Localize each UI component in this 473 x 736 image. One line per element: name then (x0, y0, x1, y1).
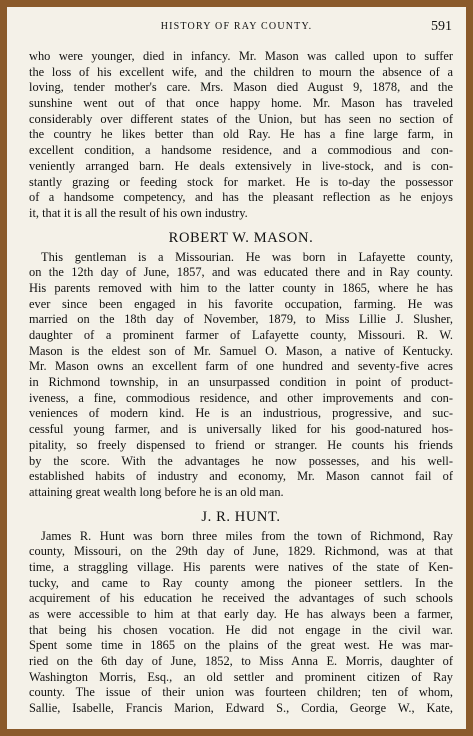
text-line: Mr. Mason owns an excellent farm of one hundred and seventy-five acres (29, 359, 453, 374)
text-line: ever since been engaged in his favorite occupation, farming. He was (29, 296, 453, 311)
section-heading-j-r-hunt: J. R. HUNT. (201, 508, 281, 525)
text-line: Washington Morris, Esq., an old settler and prominent citizen of Ray (29, 669, 453, 684)
text-line: established habits of industry and economy, Mr. Mason cannot fail of (29, 469, 453, 484)
book-page (7, 7, 466, 729)
text-line: veniently arranged barn. He deals extensively in live-stock, and is con- (29, 158, 453, 173)
text-line: as were accessible to him at that early day. He has always been a farmer, (29, 607, 453, 621)
running-title: HISTORY OF RAY COUNTY. (160, 21, 313, 32)
text-line: stantly grazing or feeding stock for market. He is to-day the possessor (29, 174, 453, 189)
text-line: veniences of modern kind. He is an industrious, progressive, and suc- (29, 406, 453, 421)
text-line: in Richmond township, in an unsurpassed condition in point of product- (29, 375, 453, 390)
section-robert-w-mason (29, 250, 453, 501)
section-heading-robert-w-mason: ROBERT W. MASON. (168, 229, 314, 246)
text-line: the loss of his excellent wife, and the children to mourn the absence of a (29, 64, 453, 79)
text-line: loving, tender mother's care. Mrs. Mason died August 9, 1878, and the (29, 80, 453, 95)
text-line: county. The issue of their union was fourteen children; ten of whom, (29, 685, 453, 700)
text-line: on the 12th day of June, 1857, and was educated there and in Ray county. (29, 265, 453, 280)
text-line: excellent condition, a handsome residence, and a commodious and con- (29, 143, 453, 158)
text-line: This gentleman is a Missourian. He was born in Lafayette county, (41, 249, 453, 264)
running-head (7, 21, 466, 43)
text-line: by the score. With the advantages he now possesses, and his well- (29, 453, 453, 468)
text-line: time, a straggling village. His parents were natives of the state of Ken- (29, 559, 453, 574)
text-line: attaining great wealth long before he is an old man. (29, 484, 284, 499)
text-line: married on the 18th day of November, 1879, to Miss Lillie J. Slusher, (29, 312, 453, 327)
text-line: Spent some time in 1865 on the plains of the great west. He was mar- (29, 638, 453, 653)
text-line: daughter of a prominent farmer of Lafayette county, Missouri. R. W. (29, 328, 453, 342)
text-line: it, that it is all the result of his own industry. (29, 205, 248, 220)
text-line: tucky, and came to Ray county among the pioneer settlers. In the (29, 575, 453, 590)
text-line: pitality, so freely dispensed to friend or stranger. He counts his friends (29, 437, 453, 452)
text-line: cessful young farmer, and is universally liked for his good-natured hos- (29, 422, 453, 437)
text-line: of a handsome competency, and has the pleasant reflection as he enjoys (29, 190, 453, 205)
text-line: Sallie, Isabelle, Francis Marion, Edward S., Cordia, George W., Kate, (29, 701, 453, 716)
body-text (29, 49, 453, 717)
text-line: iveness, a fine, commodious residence, and other improvements and con- (29, 390, 453, 405)
text-line: the country he likes better than old Ray. He has a fine large farm, in (29, 127, 453, 142)
page-number: 591 (431, 19, 452, 34)
paragraph-continued (29, 49, 453, 222)
text-line: ried on the 6th day of June, 1852, to Miss Anna E. Morris, daughter of (29, 654, 453, 669)
text-line: considerably over different states of the Union, but has seen no section of (29, 111, 453, 126)
text-line: James R. Hunt was born three miles from the town of Richmond, Ray (41, 528, 453, 543)
text-line: county, Missouri, on the 29th day of June, 1829. Richmond, was at that (29, 544, 453, 559)
text-line: Mason is the eldest son of Mr. Samuel O. Mason, a native of Kentucky. (29, 343, 453, 358)
text-line: who were younger, died in infancy. Mr. Mason was called upon to suffer (29, 49, 453, 63)
text-line: His parents removed with him to the latter county in 1865, where he has (29, 280, 453, 295)
text-line: sunshine went out of that once happy home. Mr. Mason has traveled (29, 96, 453, 111)
section-j-r-hunt (29, 529, 453, 717)
text-line: that being his chosen vocation. He did not engage in the civil war. (29, 622, 453, 637)
text-line: acquirement of his education he received the advantages of such schools (29, 591, 453, 606)
